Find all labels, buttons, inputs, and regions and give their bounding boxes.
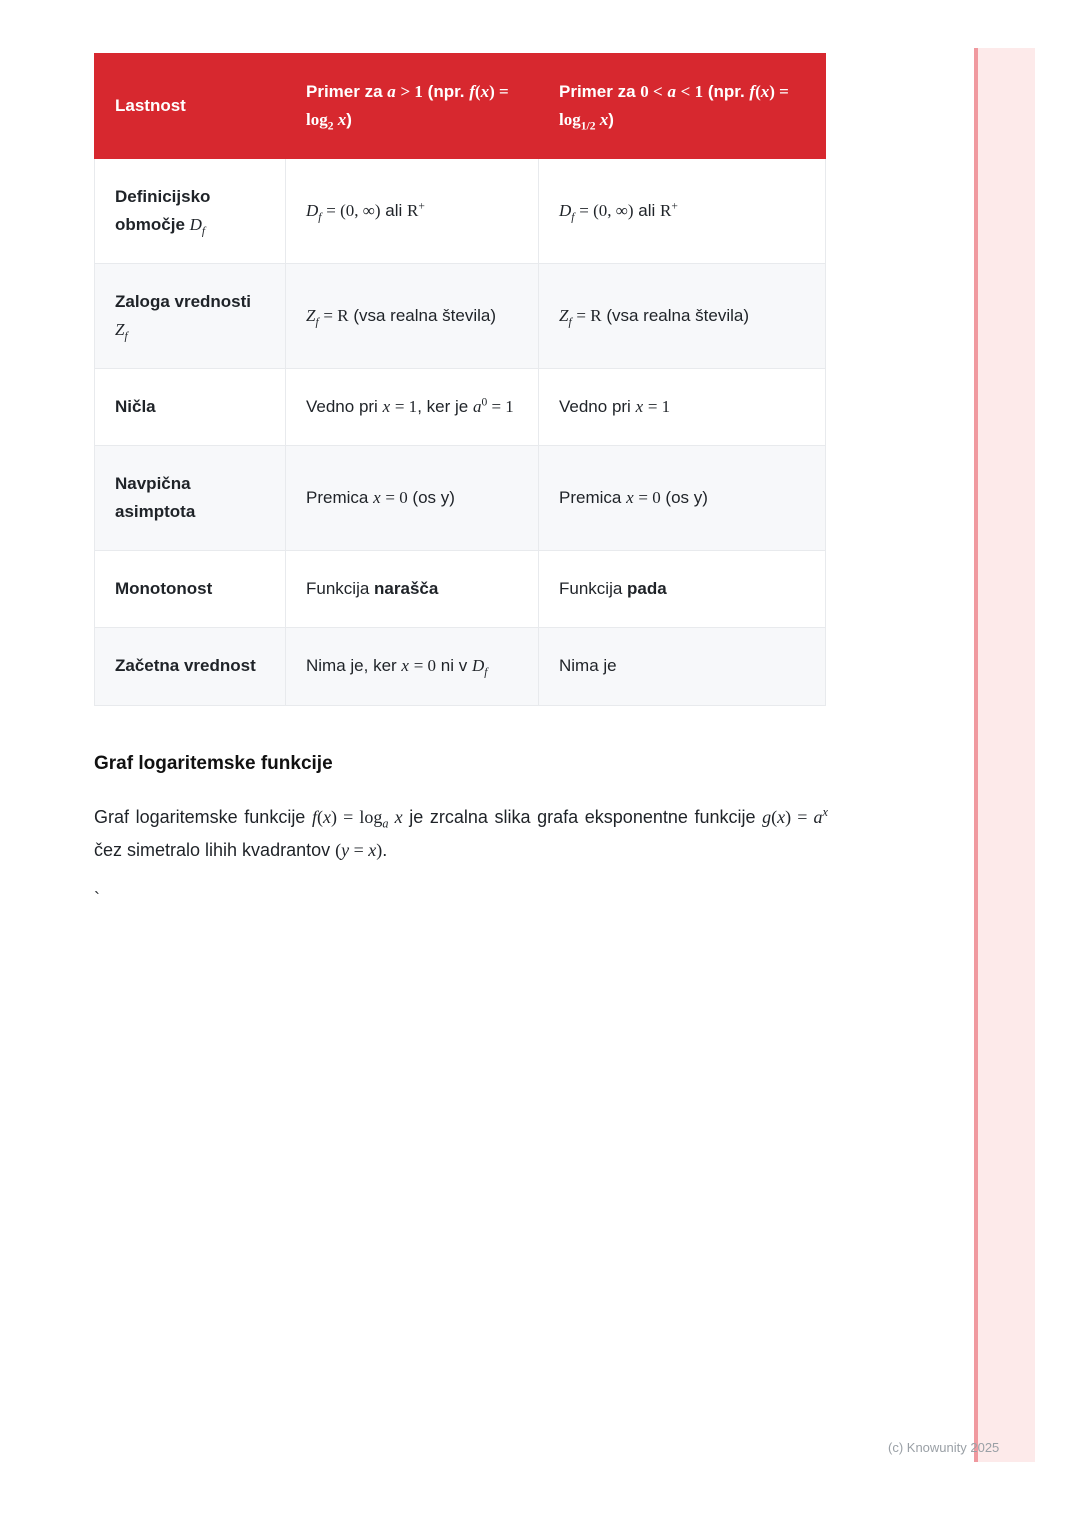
table-row xyxy=(95,628,826,705)
value-a-lt-1-cell: Nima je xyxy=(539,628,826,705)
property-cell: Začetna vrednost xyxy=(95,628,286,705)
value-a-lt-1-cell: Funkcija pada xyxy=(539,551,826,628)
property-cell: Definicijsko območje $D_f$ xyxy=(95,159,286,264)
value-a-gt-1-cell: $D_f = (0$, ∞) ali R+ xyxy=(286,159,539,264)
document-content xyxy=(94,53,828,910)
value-a-lt-1-cell: $Z_f = R$ (vsa realna števila) xyxy=(539,264,826,369)
copyright-note: (c) Knowunity 2025 xyxy=(888,1440,1000,1455)
right-margin-stripe xyxy=(974,48,1035,1462)
table-row xyxy=(95,551,826,628)
value-a-lt-1-cell: Premica x = 0 (os y) xyxy=(539,446,826,551)
value-a-lt-1-cell: $D_f = (0$, ∞) ali R+ xyxy=(539,159,826,264)
value-a-lt-1-cell: Vedno pri x = 1 xyxy=(539,369,826,446)
value-a-gt-1-cell: Nima je, ker x = 0 ni v $D_f$ xyxy=(286,628,539,705)
property-cell: Monotonost xyxy=(95,551,286,628)
value-a-gt-1-cell: $Z_f = R$ (vsa realna števila) xyxy=(286,264,539,369)
property-cell: Ničla xyxy=(95,369,286,446)
header-example-a-lt-1: Primer za 0 < a < 1 (npr. $f(x) = \log_{1/2} x$) xyxy=(539,54,826,159)
header-property: Lastnost xyxy=(95,54,286,159)
table-row xyxy=(95,264,826,369)
table-row xyxy=(95,369,826,446)
body-paragraph: Graf logaritemske funkcije $f(x) = \log_a x$ je zrcalna slika grafa eksponentne funkcije $g(x) = a^x$ čez simetralo lihih kvadrantov (y = x). xyxy=(94,804,828,860)
property-cell: Navpična asimptota xyxy=(95,446,286,551)
value-a-gt-1-cell: Funkcija narašča xyxy=(286,551,539,628)
table-row xyxy=(95,446,826,551)
table-header-row xyxy=(95,54,826,159)
table-row xyxy=(95,159,826,264)
value-a-gt-1-cell: Premica x = 0 (os y) xyxy=(286,446,539,551)
section-heading: Graf logaritemske funkcije xyxy=(94,752,333,774)
value-a-gt-1-cell: Vedno pri x = 1, ker je $a^0 = 1$ xyxy=(286,369,539,446)
header-example-a-gt-1: Primer za a > 1 (npr. $f(x) = \log_2 x$) xyxy=(286,54,539,159)
property-cell: Zaloga vrednosti $Z_f$ xyxy=(95,264,286,369)
log-function-properties-table xyxy=(94,53,826,706)
stray-backtick: ` xyxy=(94,889,100,910)
